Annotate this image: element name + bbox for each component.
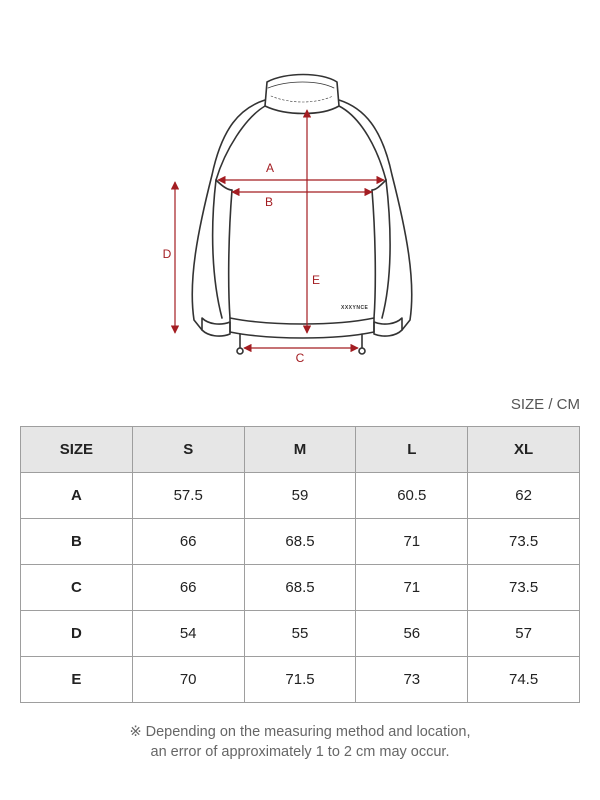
table-cell: 68.5 [244,519,356,565]
measurement-lines [175,110,384,348]
row-label: D [21,611,133,657]
size-chart-table [20,426,580,703]
header-s: S [132,427,244,473]
table-row [21,657,580,703]
table-cell: 62 [468,473,580,519]
row-label: B [21,519,133,565]
table-cell: 70 [132,657,244,703]
table-cell: 71.5 [244,657,356,703]
table-cell: 74.5 [468,657,580,703]
table-row [21,565,580,611]
table-cell: 71 [356,565,468,611]
measure-label-c: C [295,351,305,365]
table-cell: 56 [356,611,468,657]
disclaimer-line-1: ※ Depending on the measuring method and location, [129,724,471,740]
table-cell: 66 [132,519,244,565]
row-label: E [21,657,133,703]
table-cell: 66 [132,565,244,611]
header-l: L [356,427,468,473]
header-m: M [244,427,356,473]
measurement-disclaimer [0,722,600,762]
measure-label-d: D [162,247,172,261]
table-header-row [21,427,580,473]
measure-label-a: A [265,161,275,175]
table-cell: 73.5 [468,565,580,611]
garment-outline [192,75,412,355]
table-cell: 68.5 [244,565,356,611]
table-row [21,473,580,519]
table-cell: 55 [244,611,356,657]
table-cell: 59 [244,473,356,519]
table-cell: 71 [356,519,468,565]
header-size: SIZE [21,427,133,473]
unit-label: SIZE / CM [510,396,580,413]
table-cell: 57 [468,611,580,657]
disclaimer-line-2: an error of approximately 1 to 2 cm may occur. [150,744,450,760]
table-cell: 54 [132,611,244,657]
table-cell: 57.5 [132,473,244,519]
table-cell: 73.5 [468,519,580,565]
measure-label-b: B [264,195,274,209]
table-cell: 60.5 [356,473,468,519]
measure-label-e: E [311,273,321,287]
brand-tag: XXXYNCE [341,305,369,311]
row-label: A [21,473,133,519]
table-row [21,519,580,565]
table-row [21,611,580,657]
header-xl: XL [468,427,580,473]
table-cell: 73 [356,657,468,703]
row-label: C [21,565,133,611]
sweatshirt-measurement-diagram [0,0,600,380]
